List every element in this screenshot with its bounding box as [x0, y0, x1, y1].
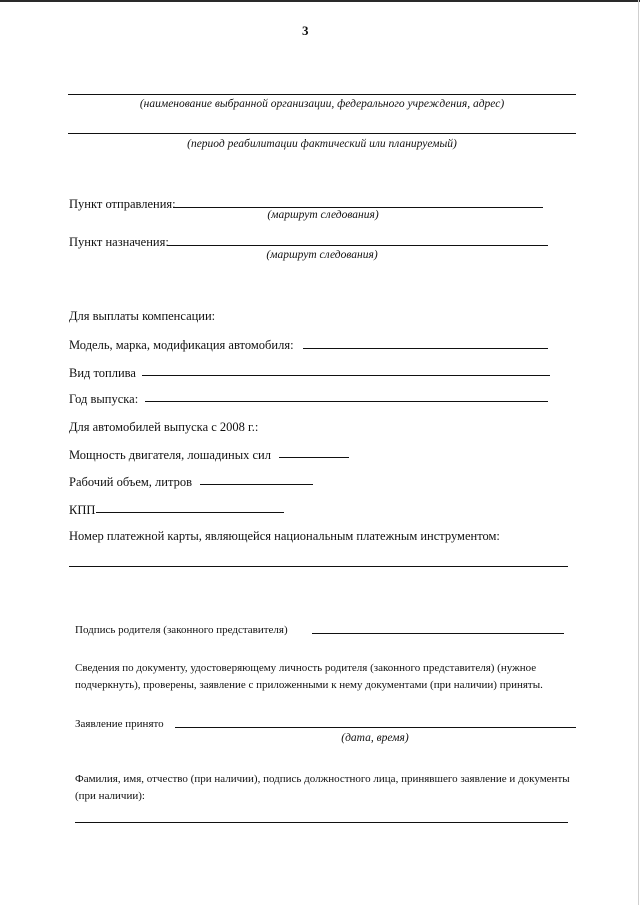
official-signature-field[interactable] — [75, 822, 568, 823]
card-label: Номер платежной карты, являющейся национальным платежным инструментом: — [69, 529, 500, 543]
accepted-field[interactable] — [175, 727, 576, 728]
period-field[interactable] — [68, 133, 576, 134]
car-model-label: Модель, марка, модификация автомобиля: — [69, 338, 294, 352]
compensation-heading: Для выплаты компенсации: — [69, 309, 216, 323]
organization-field[interactable] — [68, 94, 576, 95]
departure-field[interactable] — [173, 207, 543, 208]
volume-field[interactable] — [200, 484, 313, 485]
page-right-edge — [638, 0, 639, 905]
year-label: Год выпуска: — [69, 392, 139, 406]
since-2008-label: Для автомобилей выпуска с 2008 г.: — [69, 420, 259, 434]
parent-signature-field[interactable] — [312, 633, 564, 634]
departure-label: Пункт отправления: — [69, 197, 176, 211]
power-label: Мощность двигателя, лошадиных сил — [69, 448, 271, 462]
official-text: Фамилия, имя, отчество (при наличии), подпись должностного лица, принявшего заявление и документы (при наличии): — [75, 773, 570, 802]
gearbox-label: КПП — [69, 503, 96, 517]
destination-label: Пункт назначения: — [69, 235, 169, 249]
parent-signature-label: Подпись родителя (законного представителя) — [75, 624, 288, 636]
gearbox-field[interactable] — [96, 512, 284, 513]
organization-caption: (наименование выбранной организации, федерального учреждения, адрес) — [139, 98, 505, 110]
volume-label: Рабочий объем, литров — [69, 475, 192, 489]
fuel-field[interactable] — [142, 375, 550, 376]
fuel-label: Вид топлива — [69, 366, 136, 380]
power-field[interactable] — [279, 457, 349, 458]
departure-caption: (маршрут следования) — [267, 209, 379, 221]
car-model-field[interactable] — [303, 348, 548, 349]
destination-caption: (маршрут следования) — [266, 249, 378, 261]
page-top-edge — [0, 0, 640, 2]
card-number-field[interactable] — [69, 566, 568, 567]
year-field[interactable] — [145, 401, 548, 402]
period-caption: (период реабилитации фактический или планируемый) — [187, 138, 457, 150]
destination-field[interactable] — [167, 245, 548, 246]
accepted-caption: (дата, время) — [341, 732, 409, 744]
page-number: 3 — [302, 23, 309, 38]
accepted-label: Заявление принято — [75, 718, 164, 730]
verification-text: Сведения по документу, удостоверяющему личность родителя (законного представителя) (нужное подчеркнуть), проверены, заявление с приложенными к нему документами (при наличии) приняты. — [75, 662, 543, 691]
